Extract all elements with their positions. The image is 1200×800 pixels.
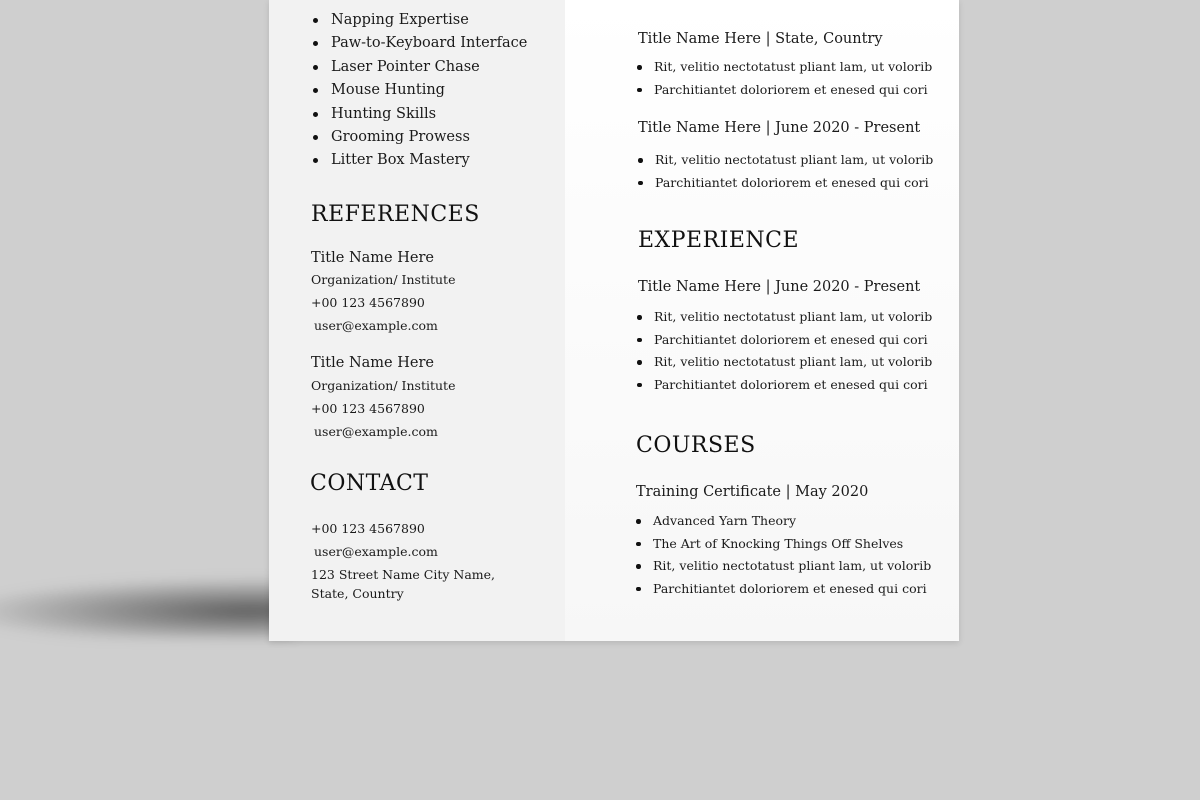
skills-list — [311, 9, 527, 173]
reference-email: user@example.com — [314, 318, 438, 333]
list-item: Mouse Hunting — [311, 79, 527, 102]
left-column — [269, 0, 565, 641]
contact-address-line2: State, Country — [311, 586, 404, 601]
experience-heading: EXPERIENCE — [638, 228, 800, 253]
list-item: Paw-to-Keyboard Interface — [311, 32, 527, 55]
list-item: Parchitiantet doloriorem et enesed qui cori — [636, 329, 932, 352]
reference-phone: +00 123 4567890 — [311, 295, 425, 310]
list-item: Grooming Prowess — [311, 126, 527, 149]
paper-shadow — [0, 578, 305, 638]
list-item: Parchitiantet doloriorem et enesed qui cori — [637, 172, 933, 195]
list-item: Napping Expertise — [311, 9, 527, 32]
contact-email: user@example.com — [314, 544, 438, 559]
list-item: Rit, velitio nectotatust pliant lam, ut volorib — [636, 351, 932, 374]
contact-heading: CONTACT — [310, 471, 429, 496]
reference-title: Title Name Here — [311, 250, 434, 266]
list-item: Rit, velitio nectotatust pliant lam, ut volorib — [637, 149, 933, 172]
list-item: Rit, velitio nectotatust pliant lam, ut volorib — [636, 306, 932, 329]
list-item: Hunting Skills — [311, 103, 527, 126]
right-column — [565, 0, 959, 641]
entry-bullets — [636, 56, 932, 101]
courses-bullets — [635, 510, 931, 600]
courses-title: Training Certificate | May 2020 — [636, 484, 869, 500]
experience-bullets — [636, 306, 932, 396]
list-item: Rit, velitio nectotatust pliant lam, ut volorib — [636, 56, 932, 79]
contact-phone: +00 123 4567890 — [311, 521, 425, 536]
reference-org: Organization/ Institute — [311, 272, 456, 287]
entry-title: Title Name Here | State, Country — [638, 31, 883, 47]
list-item: Advanced Yarn Theory — [635, 510, 931, 533]
experience-title: Title Name Here | June 2020 - Present — [638, 279, 921, 295]
reference-phone: +00 123 4567890 — [311, 401, 425, 416]
list-item: The Art of Knocking Things Off Shelves — [635, 533, 931, 556]
list-item: Parchitiantet doloriorem et enesed qui cori — [636, 374, 932, 397]
references-heading: REFERENCES — [311, 202, 480, 227]
list-item: Litter Box Mastery — [311, 149, 527, 172]
entry-title: Title Name Here | June 2020 - Present — [638, 120, 921, 136]
list-item: Parchitiantet doloriorem et enesed qui cori — [635, 578, 931, 601]
courses-heading: COURSES — [636, 433, 756, 458]
entry-bullets — [637, 149, 933, 194]
list-item: Parchitiantet doloriorem et enesed qui cori — [636, 79, 932, 102]
reference-title: Title Name Here — [311, 355, 434, 371]
list-item: Rit, velitio nectotatust pliant lam, ut volorib — [635, 555, 931, 578]
contact-address-line1: 123 Street Name City Name, — [311, 567, 496, 582]
reference-email: user@example.com — [314, 424, 438, 439]
resume-page — [269, 0, 959, 641]
reference-org: Organization/ Institute — [311, 378, 456, 393]
list-item: Laser Pointer Chase — [311, 56, 527, 79]
